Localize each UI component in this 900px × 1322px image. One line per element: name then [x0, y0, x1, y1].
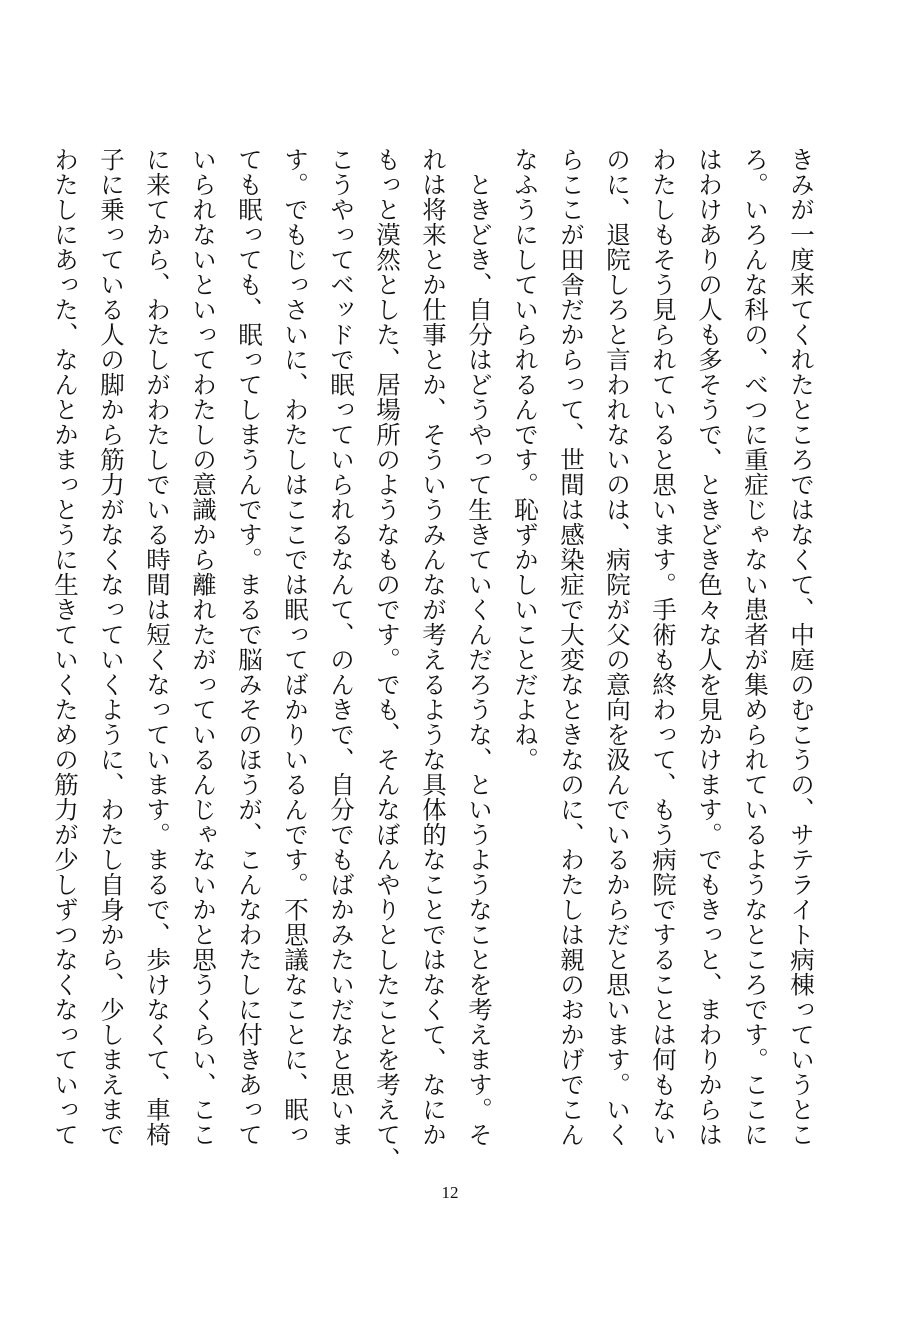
text-column: ときどき、自分はどうやって生きていくんだろうな、というようなことを考えます。そ [465, 147, 494, 1147]
text-column: らここが田舎だからって、世間は感染症で大変なときなのに、わたしは親のおかげでこん [557, 147, 586, 1147]
text-column: ても眠っても、眠ってしまうんです。まるで脳みそのほうが、こんなわたしに付きあって [235, 147, 264, 1147]
text-column: れは将来とか仕事とか、そういうみんなが考えるような具体的なことではなくて、なにか [419, 147, 448, 1147]
text-column: ろ。いろんな科の、べつに重症じゃない患者が集められているようなところです。ここに [741, 147, 770, 1147]
vertical-text-body [42, 147, 824, 1172]
page-number: 12 [441, 1183, 459, 1202]
text-column: のに、退院しろと言われないのは、病院が父の意向を汲んでいるからだと思います。いく [603, 147, 632, 1147]
text-column: いられないといってわたしの意識から離れたがっているんじゃないかと思うくらい、ここ [189, 147, 218, 1147]
text-column: なふうにしていられるんです。恥ずかしいことだよね。 [511, 147, 540, 772]
text-column: もっと漠然とした、居場所のようなものです。でも、そんなぼんやりとしたことを考えて、 [373, 147, 402, 1172]
text-column: に来てから、わたしがわたしでいる時間は短くなっています。まるで、歩けなくて、車椅 [143, 147, 172, 1147]
text-column: わたしもそう見られていると思います。手術も終わって、もう病院ですることは何もない [649, 147, 678, 1147]
text-column: わたしにあった、なんとかまっとうに生きていくための筋力が少しずつなくなっていって [51, 147, 80, 1147]
text-column: きみが一度来てくれたところではなくて、中庭のむこうの、サテライト病棟っていうとこ [787, 147, 816, 1147]
text-column: 子に乗っている人の脚から筋力がなくなっていくように、わたし自身から、少しまえまで [97, 147, 126, 1147]
text-column: こうやってベッドで眠っていられるなんて、のんきで、自分でもばかみたいだなと思いま [327, 147, 356, 1147]
text-column: す。でもじっさいに、わたしはここでは眠ってばかりいるんです。不思議なことに、眠っ [281, 147, 310, 1147]
text-column: はわけありの人も多そうで、ときどき色々な人を見かけます。でもきっと、まわりからは [695, 147, 724, 1147]
